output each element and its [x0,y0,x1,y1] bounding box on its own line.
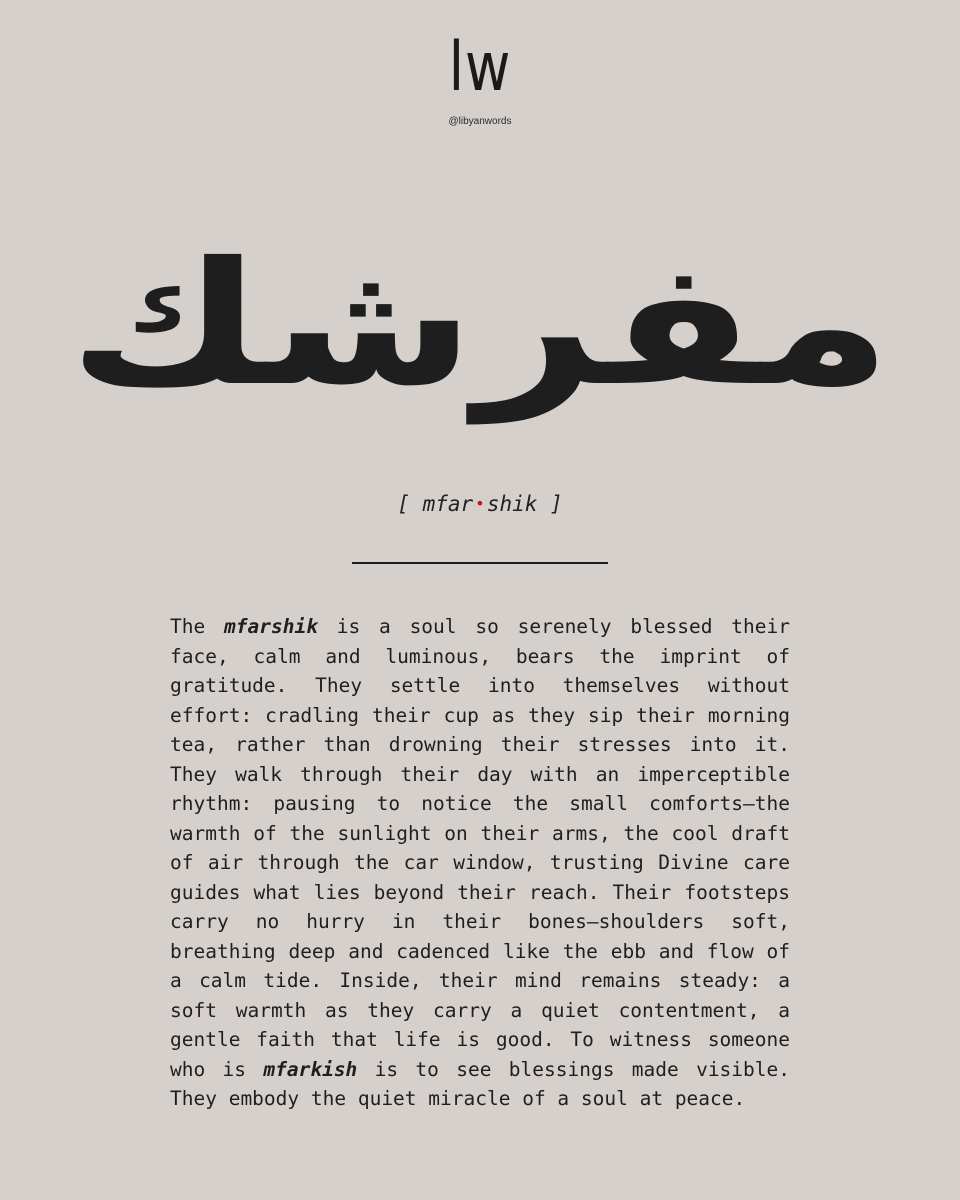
definition-intro: The [170,615,225,638]
brand-logo: lw [448,28,512,107]
definition-text-1: is a soul so serenely blessed their face, calm and luminous, bears the imprint of gratitude. They settle into themselves without effort: cradling their cup as they sip their morning tea, rather than drowning their stresses into it. They walk through their day with an imperceptible rhythm: pausing to notice the small comforts—the warmth of the sunlight on their arms, the cool draft of air through the car window, trusting Divine care guides what lies beyond their reach. Their footsteps carry no hurry in their bones—shoulders soft, breathing deep and cadenced like the ebb and flow of a calm tide. Inside, their mind remains steady: a soft warmth as they carry a quiet contentment, a gentle faith that life is good. To witness someone who is [170,615,791,1081]
pronunciation-close-bracket: ] [537,492,563,516]
divider-line [352,562,608,564]
syllable-dot-icon: • [475,494,485,513]
arabic-headword: مفرشك [68,226,892,424]
definition-term: mfarshik [224,615,318,638]
definition-paragraph [170,612,790,1114]
pronunciation [0,492,960,516]
pronunciation-open-bracket: [ [397,492,423,516]
definition-term-variant: mfarkish [263,1057,358,1081]
definition-text-2: is to see blessings made visible. They embody the quiet miracle of a soul at peace. [170,1057,790,1110]
social-handle: @libyanwords [448,116,512,127]
pronunciation-syllable-2: shik [486,492,538,516]
pronunciation-syllable-1: mfar [422,492,474,516]
